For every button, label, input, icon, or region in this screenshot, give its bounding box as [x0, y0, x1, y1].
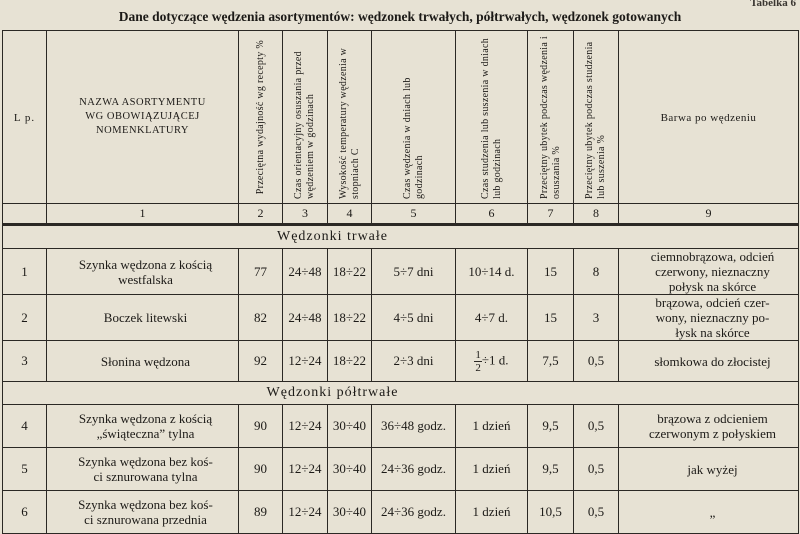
header-smoking-time: Czas wędzenia w dniach lub godzinach	[372, 31, 456, 204]
cell-drying-time: 12÷24	[283, 491, 328, 534]
cell-temperature: 18÷22	[328, 341, 372, 382]
cell-temperature: 30÷40	[328, 491, 372, 534]
column-number: 8	[574, 204, 619, 225]
cell-cooling-time: 4÷7 d.	[456, 295, 528, 341]
cell-name: Szynka wędzona bez koś- ci sznurowana tylna	[47, 448, 239, 491]
table-row	[3, 295, 799, 341]
cell-cooling-time: 1 dzień	[456, 448, 528, 491]
header-lp: L p.	[3, 31, 47, 204]
cell-loss-smoking: 10,5	[528, 491, 574, 534]
header-temperature: Wysokość temperatury wędzenia w stopniach C	[328, 31, 372, 204]
table-row	[3, 405, 799, 448]
cell-drying-time: 24÷48	[283, 249, 328, 295]
cell-smoking-time: 2÷3 dni	[372, 341, 456, 382]
cell-loss-cooling: 0,5	[574, 448, 619, 491]
header-loss-smoking: Przeciętny ubytek podczas wędzenia i osuszania %	[528, 31, 574, 204]
cell-loss-smoking: 9,5	[528, 405, 574, 448]
section-header-row	[3, 225, 799, 249]
section-header-row	[3, 382, 799, 405]
table-row	[3, 341, 799, 382]
cell-color: słomkowa do złocistej	[619, 341, 799, 382]
cell-temperature: 30÷40	[328, 405, 372, 448]
cell-smoking-time: 4÷5 dni	[372, 295, 456, 341]
cell-name: Szynka wędzona z kością „świąteczna” tylna	[47, 405, 239, 448]
cell-smoking-time: 24÷36 godz.	[372, 448, 456, 491]
cell-drying-time: 12÷24	[283, 448, 328, 491]
cell-drying-time: 12÷24	[283, 341, 328, 382]
cell-color: brązowa z odcieniem czerwonym z połyskiem	[619, 405, 799, 448]
header-yield: Przeciętna wydajność wg recepty %	[239, 31, 283, 204]
cell-name: Słonina wędzona	[47, 341, 239, 382]
cell-smoking-time: 36÷48 godz.	[372, 405, 456, 448]
header-row	[3, 31, 799, 204]
column-number-row	[3, 204, 799, 225]
cell-temperature: 30÷40	[328, 448, 372, 491]
header-loss-cooling: Przeciętny ubytek podczas studzenia lub suszenia %	[574, 31, 619, 204]
header-name	[47, 31, 239, 204]
column-number: 1	[47, 204, 239, 225]
column-number: 7	[528, 204, 574, 225]
cell-temperature: 18÷22	[328, 295, 372, 341]
header-name-line: NOMENKLATURY	[96, 125, 189, 136]
cell-cooling-time: 1 dzień	[456, 405, 528, 448]
cell-loss-cooling: 0,5	[574, 405, 619, 448]
column-number: 6	[456, 204, 528, 225]
cell-cooling-time: $\frac{1}{2}$ ÷1 d.	[456, 341, 528, 382]
cell-lp: 4	[3, 405, 47, 448]
cell-yield: 90	[239, 405, 283, 448]
table-title: Dane dotyczące wędzenia asortymentów: wędzonek trwałych, półtrwałych, wędzonek gotowanych	[118, 9, 682, 24]
cell-loss-smoking: 7,5	[528, 341, 574, 382]
page-tag: Tabelka 6	[750, 0, 796, 9]
cell-name: Szynka wędzona z kością westfalska	[47, 249, 239, 295]
cell-loss-smoking: 15	[528, 249, 574, 295]
cell-lp: 1	[3, 249, 47, 295]
cell-color: „	[619, 491, 799, 534]
header-drying-time: Czas orientacyjny osuszania przed wędzeniem w godzinach	[283, 31, 328, 204]
cell-yield: 90	[239, 448, 283, 491]
cell-yield: 82	[239, 295, 283, 341]
cell-color: brązowa, odcień czer- wony, nieznaczny po- łysk na skórce	[619, 295, 799, 341]
cell-smoking-time: 5÷7 dni	[372, 249, 456, 295]
cell-lp: 3	[3, 341, 47, 382]
cell-yield: 89	[239, 491, 283, 534]
cell-color: ciemnobrązowa, odcień czerwony, nieznaczny połysk na skórce	[619, 249, 799, 295]
column-number: 3	[283, 204, 328, 225]
cell-loss-smoking: 9,5	[528, 448, 574, 491]
header-name-line: WG OBOWIĄZUJĄCEJ	[85, 111, 200, 122]
cell-temperature: 18÷22	[328, 249, 372, 295]
cell-loss-cooling: 0,5	[574, 491, 619, 534]
cell-lp: 6	[3, 491, 47, 534]
cell-cooling-time: 10÷14 d.	[456, 249, 528, 295]
section-title: Wędzonki półtrwałe	[47, 382, 619, 405]
table-row	[3, 448, 799, 491]
column-number: 9	[619, 204, 799, 225]
cell-loss-cooling: 0,5	[574, 341, 619, 382]
cell-drying-time: 12÷24	[283, 405, 328, 448]
cell-yield: 77	[239, 249, 283, 295]
cell-name: Szynka wędzona bez koś- ci sznurowana przednia	[47, 491, 239, 534]
table-row	[3, 249, 799, 295]
section-title: Wędzonki trwałe	[47, 225, 619, 249]
column-number: 5	[372, 204, 456, 225]
cell-color: jak wyżej	[619, 448, 799, 491]
cell-lp: 2	[3, 295, 47, 341]
table-row	[3, 491, 799, 534]
cell-loss-cooling: 3	[574, 295, 619, 341]
header-color: Barwa po wędzeniu	[619, 31, 799, 204]
column-number: 2	[239, 204, 283, 225]
cell-name: Boczek litewski	[47, 295, 239, 341]
cell-yield: 92	[239, 341, 283, 382]
cell-smoking-time: 24÷36 godz.	[372, 491, 456, 534]
cell-lp: 5	[3, 448, 47, 491]
header-name-line: NAZWA ASORTYMENTU	[79, 97, 206, 108]
cell-loss-smoking: 15	[528, 295, 574, 341]
fraction: $\frac{1}{2}$	[475, 348, 481, 374]
cell-drying-time: 24÷48	[283, 295, 328, 341]
cell-loss-cooling: 8	[574, 249, 619, 295]
column-number: 4	[328, 204, 372, 225]
cell-cooling-time: 1 dzień	[456, 491, 528, 534]
smoking-data-table	[2, 30, 799, 534]
header-cooling-time: Czas studzenia lub suszenia w dniach lub godzinach	[456, 31, 528, 204]
